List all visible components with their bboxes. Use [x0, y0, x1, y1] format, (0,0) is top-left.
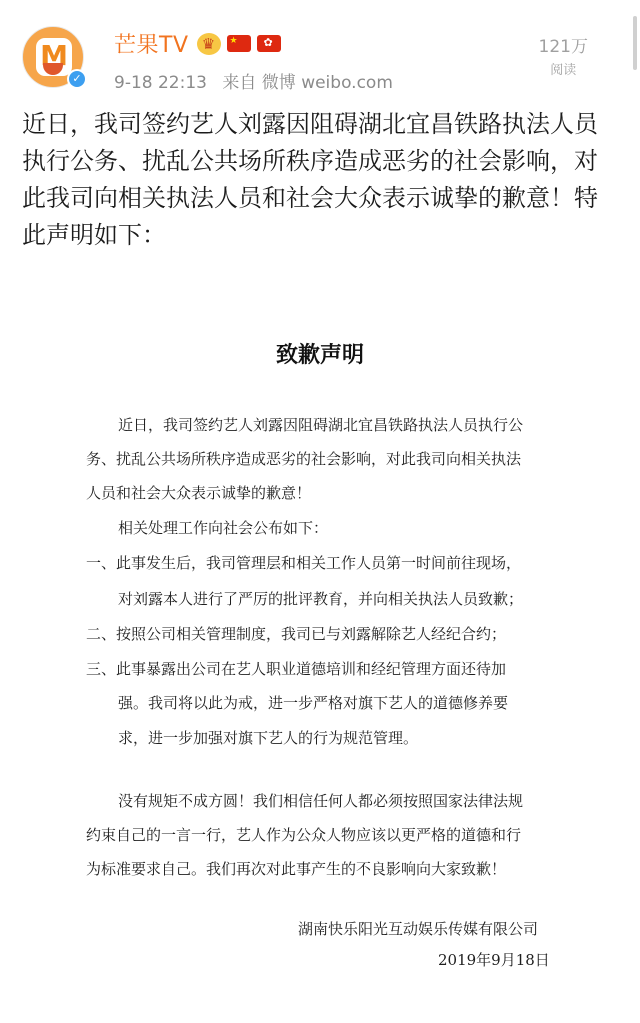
statement-line: 一、此事发生后，我司管理层和相关工作人员第一时间前往现场， [86, 554, 522, 572]
statement-line: 近日，我司签约艺人刘露因阻碍湖北宜昌铁路执法人员执行公 [118, 416, 524, 434]
account-name-row [114, 28, 281, 59]
post-source: 来自 微博 weibo.com [222, 73, 393, 93]
read-count [539, 32, 588, 78]
statement-line: 求，进一步加强对旗下艺人的行为规范管理。 [118, 729, 419, 747]
china-flag-icon: ★ [227, 35, 251, 52]
read-count-number: 121万 [538, 37, 588, 57]
account-name[interactable]: 芒果TV [114, 33, 189, 58]
statement-title: 致歉声明 [275, 342, 364, 368]
crown-icon: ♛ [197, 33, 221, 55]
post-text: 近日，我司签约艺人刘露因阻碍湖北宜昌铁路执法人员执行公务、扰乱公共场所秩序造成恶劣的社会影响，对此我司向相关执法人员和社会大众表示诚挚的歉意！特此声明如下： [22, 110, 598, 249]
statement-line: 约束自己的一言一行，艺人作为公众人物应该以更严格的道德和行 [86, 826, 522, 844]
hong-kong-flag-icon: ✿ [257, 35, 281, 52]
statement-line: 二、按照公司相关管理制度，我司已与刘露解除艺人经纪合约； [86, 625, 507, 643]
statement-line: 为标准要求自己。我们再次对此事产生的不良影响向大家致歉！ [86, 860, 507, 878]
scrollbar[interactable] [633, 16, 637, 70]
read-count-label: 阅读 [550, 63, 577, 78]
statement-line: 务、扰乱公共场所秩序造成恶劣的社会影响，对此我司向相关执法 [86, 450, 522, 468]
statement-line: 强。我司将以此为戒，进一步严格对旗下艺人的道德修养要 [118, 694, 509, 712]
statement-date: 2019年9月18日 [438, 951, 550, 969]
apology-statement-image[interactable] [0, 300, 640, 1023]
statement-line: 三、此事暴露出公司在艺人职业道德培训和经纪管理方面还待加 [86, 660, 507, 678]
post-time: 9-18 22:13 [114, 73, 207, 93]
statement-line: 人员和社会大众表示诚挚的歉意！ [86, 484, 312, 502]
statement-line: 对刘露本人进行了严厉的批评教育，并向相关执法人员致歉； [118, 590, 524, 608]
verified-badge-icon: ✓ [67, 69, 87, 89]
statement-signature: 湖南快乐阳光互动娱乐传媒有限公司 [298, 920, 539, 938]
post-meta [114, 68, 403, 93]
statement-line: 相关处理工作向社会公布如下： [118, 519, 329, 537]
statement-line: 没有规矩不成方圆！我们相信任何人都必须按照国家法律法规 [118, 792, 524, 810]
